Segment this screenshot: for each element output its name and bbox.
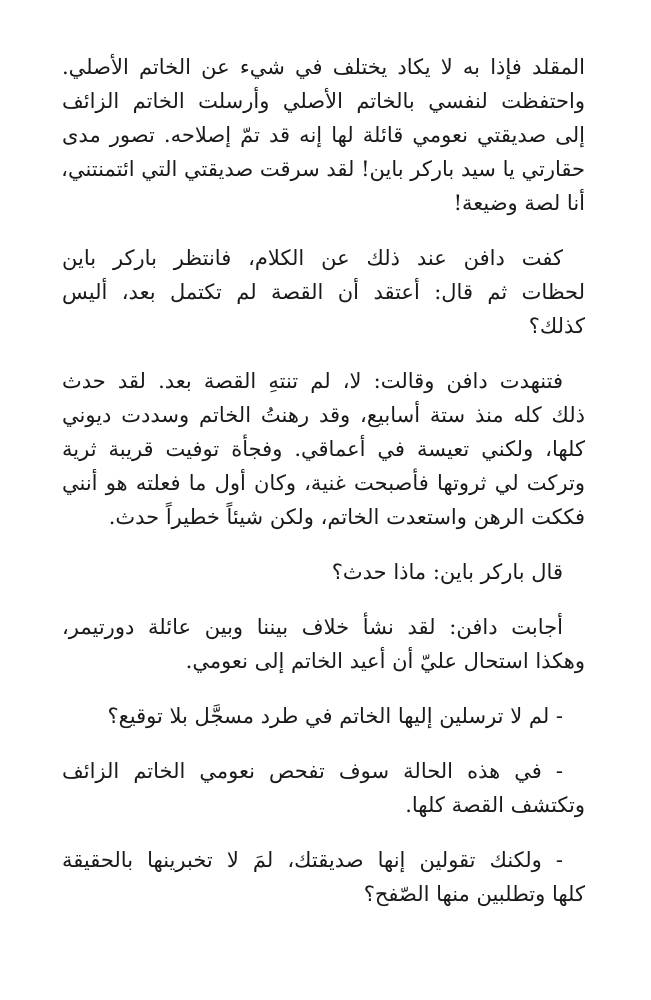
paragraph-8 bbox=[62, 843, 585, 911]
text-line: قال باركر باين: ماذا حدث؟ bbox=[331, 560, 563, 584]
text-line: وتكتشف القصة كلها. bbox=[405, 793, 585, 817]
text-line: كلها وتطلبين منها الصّفح؟ bbox=[363, 882, 585, 906]
text-line: المقلد فإذا به لا يكاد يختلف في شيء عن الخاتم الأصلي. bbox=[62, 55, 585, 79]
text-line: فتنهدت دافن وقالت: لا، لم تنتهِ القصة بعد. لقد حدث bbox=[62, 369, 563, 393]
text-line: كذلك؟ bbox=[528, 314, 585, 338]
text-line: حقارتي يا سيد باركر باين! لقد سرقت صديقتي التي ائتمنتني، bbox=[61, 157, 585, 181]
text-line: - في هذه الحالة سوف تفحص نعومي الخاتم الزائف bbox=[62, 759, 563, 783]
text-line: - ولكنك تقولين إنها صديقتك، لمَ لا تخبرينها بالحقيقة bbox=[62, 848, 563, 872]
text-line: واحتفظت لنفسي بالخاتم الأصلي وأرسلت الخاتم الزائف bbox=[62, 89, 585, 113]
text-line: إلى صديقتي نعومي قائلة لها إنه قد تمّ إصلاحه. تصور مدى bbox=[62, 123, 585, 147]
paragraph-2 bbox=[62, 241, 585, 343]
text-line: كلها، ولكني تعيسة في أعماقي. وفجأة توفيت قريبة ثرية bbox=[62, 437, 585, 461]
paragraph-3 bbox=[62, 364, 585, 534]
text-line: كفت دافن عند ذلك عن الكلام، فانتظر باركر باين bbox=[62, 246, 563, 270]
text-line: فككت الرهن واستعدت الخاتم، ولكن شيئاً خطيراً حدث. bbox=[108, 505, 585, 529]
paragraph-5 bbox=[62, 610, 585, 678]
text-line: ذلك كله منذ ستة أسابيع، وقد رهنتُ الخاتم وسددت ديوني bbox=[62, 403, 585, 427]
paragraph-4 bbox=[62, 555, 585, 589]
paragraph-7 bbox=[62, 754, 585, 822]
text-line: لحظات ثم قال: أعتقد أن القصة لم تكتمل بعد، أليس bbox=[62, 280, 585, 304]
text-line: أجابت دافن: لقد نشأ خلاف بيننا وبين عائلة دورتيمر، bbox=[62, 615, 563, 639]
paragraph-6 bbox=[62, 699, 585, 733]
text-line: - لم لا ترسلين إليها الخاتم في طرد مسجَّل بلا توقيع؟ bbox=[107, 704, 563, 728]
text-line: أنا لصة وضيعة! bbox=[453, 191, 585, 215]
text-line: وتركت لي ثروتها فأصبحت غنية، وكان أول ما فعلته هو أنني bbox=[62, 471, 585, 495]
paragraph-1 bbox=[62, 50, 585, 220]
text-line: وهكذا استحال عليّ أن أعيد الخاتم إلى نعومي. bbox=[185, 649, 585, 673]
